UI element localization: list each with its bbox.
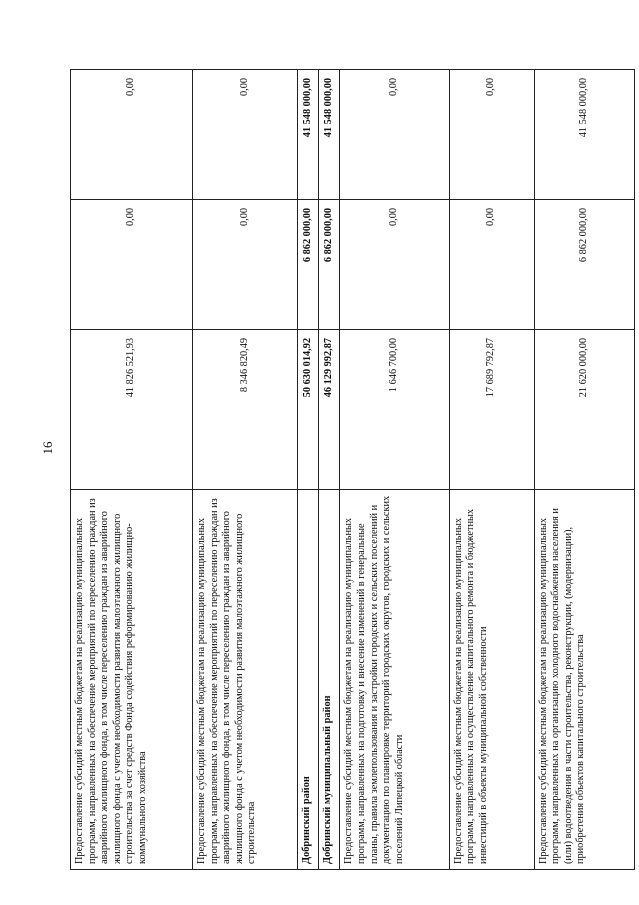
table-row xyxy=(193,70,298,870)
row-value-col4: 0,00 xyxy=(193,70,298,200)
table-row xyxy=(340,70,449,870)
row-value-col2: 8 346 820,49 xyxy=(193,330,298,490)
table-row xyxy=(319,70,340,870)
row-value-col4: 41 548 000,00 xyxy=(319,70,340,200)
budget-table xyxy=(70,69,635,870)
row-value-col3: 0,00 xyxy=(340,200,449,330)
row-value-col3: 0,00 xyxy=(193,200,298,330)
row-value-col3: 6 862 000,00 xyxy=(297,200,318,330)
row-value-col2: 50 630 014,92 xyxy=(297,330,318,490)
row-value-col4: 41 548 000,00 xyxy=(534,70,634,200)
row-value-col2: 17 689 792,87 xyxy=(449,330,534,490)
rotated-table-wrapper xyxy=(70,70,635,870)
row-value-col3: 6 862 000,00 xyxy=(319,200,340,330)
table-row xyxy=(297,70,318,870)
row-value-col4: 0,00 xyxy=(340,70,449,200)
row-description: Предоставление субсидий местным бюджетам на реализацию муниципальных программ, направленных на организацию холодного водоснабжения населения и (или) водоотведения в части строительства, реконструкции, (модернизации), приобретения объектов капитального строительства xyxy=(534,490,634,870)
row-value-col3: 0,00 xyxy=(71,200,193,330)
table-row xyxy=(534,70,634,870)
row-value-col4: 0,00 xyxy=(449,70,534,200)
row-description: Предоставление субсидий местным бюджетам на реализацию муниципальных программ, направленных на обеспечение мероприятий по переселению граждан из аварийного жилищного фонда, в том числе переселению граждан из аварийного жилищного фонда с учетом необходимости развития малоэтажного жилищного строительства за счет средств Фонда содействия реформированию жилищно-коммунального хозяйства xyxy=(71,490,193,870)
table-row xyxy=(449,70,534,870)
row-description: Добринский район xyxy=(297,490,318,870)
row-value-col3: 0,00 xyxy=(449,200,534,330)
row-value-col2: 41 826 521,93 xyxy=(71,330,193,490)
row-description: Добринский муниципальный район xyxy=(319,490,340,870)
page-number: 16 xyxy=(40,441,55,455)
row-value-col2: 46 129 992,87 xyxy=(319,330,340,490)
row-value-col4: 0,00 xyxy=(71,70,193,200)
row-description: Предоставление субсидий местным бюджетам на реализацию муниципальных программ, направленных на осуществление капитального ремонта и бюджетных инвестиций в объекты муниципальной собственности xyxy=(449,490,534,870)
row-description: Предоставление субсидий местным бюджетам на реализацию муниципальных программ, направленных на обеспечение мероприятий по переселению граждан из аварийного жилищного фонда, в том числе переселению граждан из аварийного жилищного фонда с учетом необходимости развития малоэтажного жилищного строительства xyxy=(193,490,298,870)
table-row xyxy=(71,70,193,870)
row-value-col3: 6 862 000,00 xyxy=(534,200,634,330)
row-value-col4: 41 548 000,00 xyxy=(297,70,318,200)
row-description: Предоставление субсидий местным бюджетам на реализацию муниципальных программ, направленных на подготовку и внесение изменений в генеральные планы, правила землепользования и застройки городских и сельских поселений и документацию по планировке территорий городских округов, городских и сельских поселений Липецкой области xyxy=(340,490,449,870)
row-value-col2: 21 620 000,00 xyxy=(534,330,634,490)
row-value-col2: 1 646 700,00 xyxy=(340,330,449,490)
